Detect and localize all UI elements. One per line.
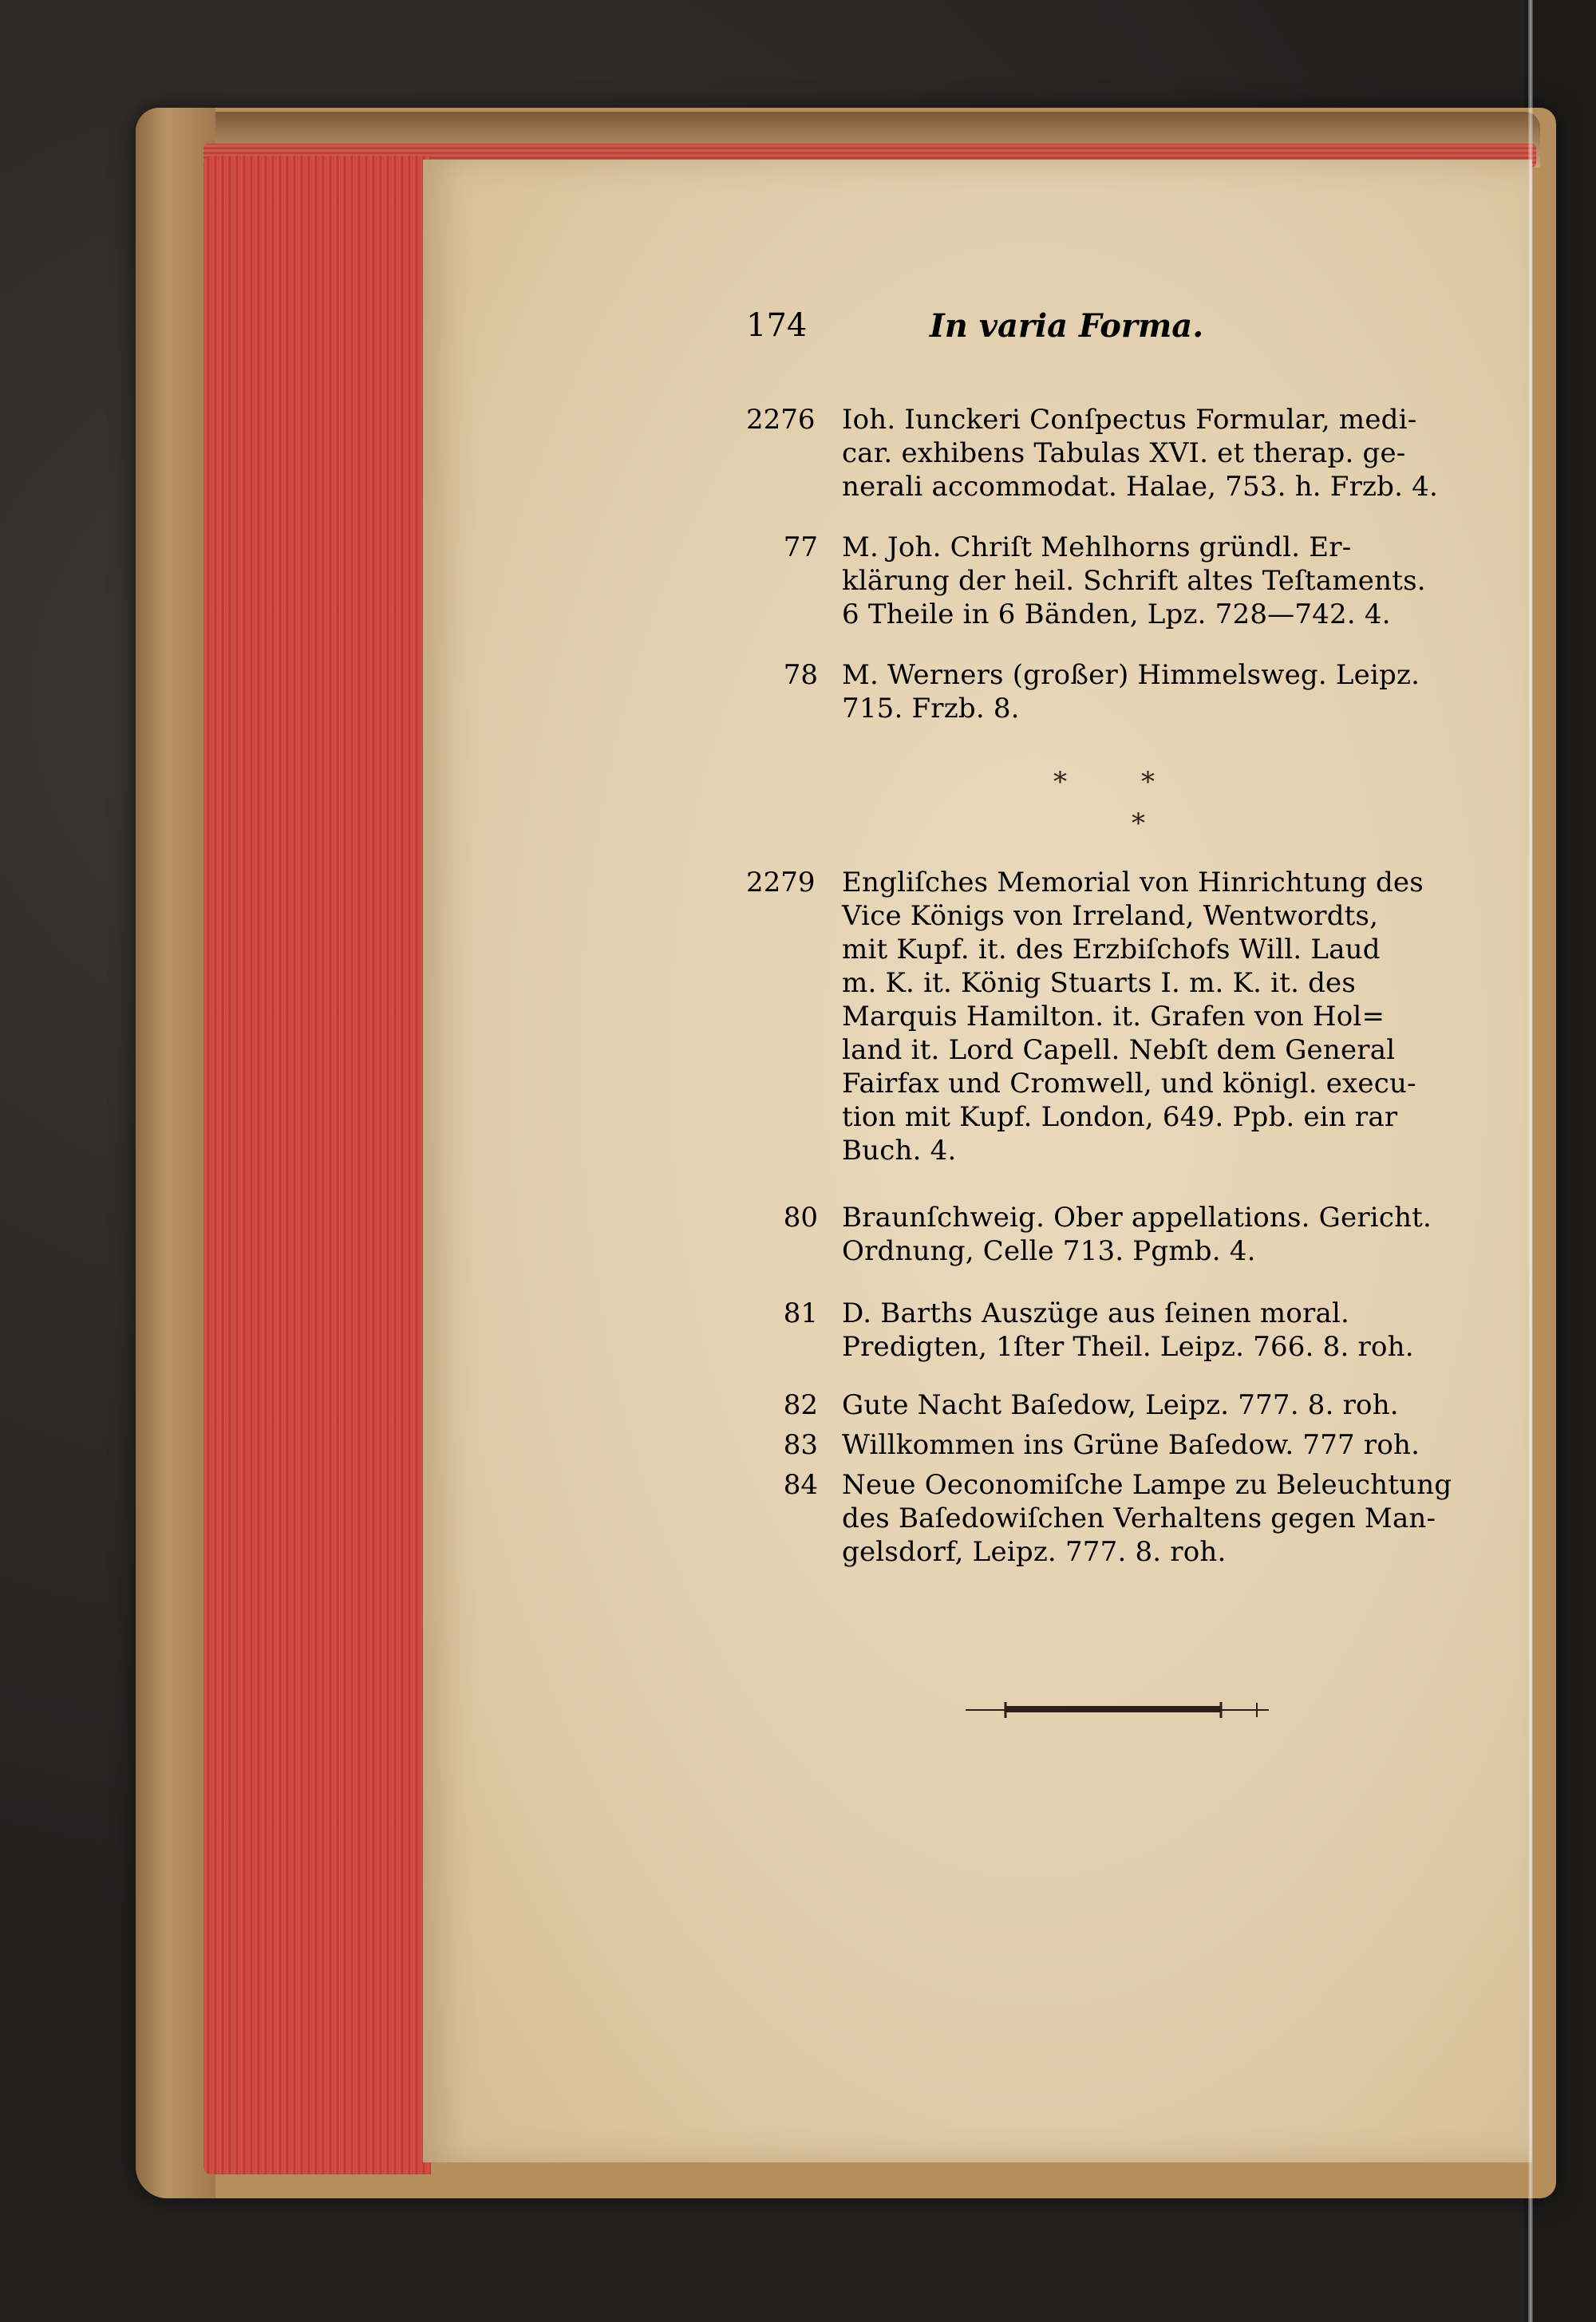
asterisk: *	[1053, 766, 1067, 798]
entry-line: Fairfax und Cromwell, und königl. execu-	[842, 1068, 1416, 1100]
entry-line: Neue Oeconomiſche Lampe zu Beleuchtung	[842, 1469, 1452, 1501]
entry-line: m. K. it. König Stuarts I. m. K. it. des	[842, 967, 1357, 999]
catalog-entry	[746, 1388, 1536, 1424]
catalog-entry	[746, 866, 1536, 1177]
entry-line: M. Werners (großer) Himmelsweg. Leipz.	[842, 659, 1420, 691]
asterisk: *	[1141, 766, 1155, 798]
page-header	[746, 307, 1464, 355]
entry-line: Ioh. Iunckeri Conſpectus Formular, medi-	[842, 404, 1417, 436]
catalog-entry	[746, 658, 1536, 730]
entry-line: D. Barths Auszüge aus ſeinen moral.	[842, 1297, 1350, 1329]
entry-number: 83	[783, 1429, 818, 1461]
decorative-rule	[958, 1698, 1277, 1722]
section-separator	[1053, 766, 1213, 862]
entry-number: 84	[783, 1469, 818, 1501]
entry-line: Gute Nacht Baſedow, Leipz. 777. 8. roh.	[842, 1389, 1399, 1421]
entry-line: mit Kupf. it. des Erzbiſchofs Will. Laud	[842, 934, 1381, 966]
catalog-entry	[746, 1428, 1536, 1464]
catalog-entry	[746, 403, 1536, 507]
catalog-entry	[746, 1297, 1536, 1368]
entry-line: land it. Lord Capell. Nebſt dem General	[842, 1034, 1396, 1066]
entry-line: Braunſchweig. Ober appellations. Gericht.	[842, 1202, 1432, 1234]
entry-line: Vice Königs von Irreland, Wentwordts,	[842, 900, 1379, 932]
entry-number: 82	[783, 1389, 818, 1421]
entry-line: Buch. 4.	[842, 1135, 957, 1167]
entry-line: Willkommen ins Grüne Baſedow. 777 roh.	[842, 1429, 1420, 1461]
entry-line: Marquis Hamilton. it. Grafen von Hol=	[842, 1001, 1385, 1033]
glass-reflection	[1528, 0, 1533, 2322]
entry-line: klärung der heil. Schrift altes Teſtaments.	[842, 565, 1426, 597]
asterisk: *	[1132, 808, 1145, 839]
catalog-entry	[746, 1468, 1536, 1572]
entry-line: M. Joh. Chriſt Mehlhorns gründl. Er-	[842, 531, 1352, 563]
entry-line: Predigten, 1ſter Theil. Leipz. 766. 8. roh.	[842, 1331, 1414, 1363]
entry-line: Engliſches Memorial von Hinrichtung des	[842, 867, 1424, 898]
entry-number: 77	[783, 531, 818, 563]
entry-number: 80	[783, 1202, 818, 1234]
entry-number: 2276	[746, 404, 816, 436]
entry-number: 78	[783, 659, 818, 691]
entry-line: 715. Frzb. 8.	[842, 693, 1020, 725]
entry-line: gelsdorf, Leipz. 777. 8. roh.	[842, 1536, 1227, 1568]
catalog-entry	[746, 531, 1536, 634]
entry-line: Ordnung, Celle 713. Pgmb. 4.	[842, 1235, 1256, 1267]
running-title: In varia Forma.	[930, 307, 1204, 345]
entry-number: 2279	[746, 867, 816, 898]
red-page-edges	[203, 156, 431, 2174]
entry-line: tion mit Kupf. London, 649. Ppb. ein rar	[842, 1101, 1398, 1133]
entry-line: 6 Theile in 6 Bänden, Lpz. 728—742. 4.	[842, 598, 1391, 630]
entry-line: des Baſedowiſchen Verhaltens gegen Man-	[842, 1503, 1436, 1534]
entry-line: nerali accommodat. Halae, 753. h. Frzb. 4.	[842, 471, 1438, 503]
catalog-entry	[746, 1201, 1536, 1273]
entry-line: car. exhibens Tabulas XVI. et therap. ge-	[842, 437, 1406, 469]
entry-number: 81	[783, 1297, 818, 1329]
page-number: 174	[746, 307, 808, 344]
